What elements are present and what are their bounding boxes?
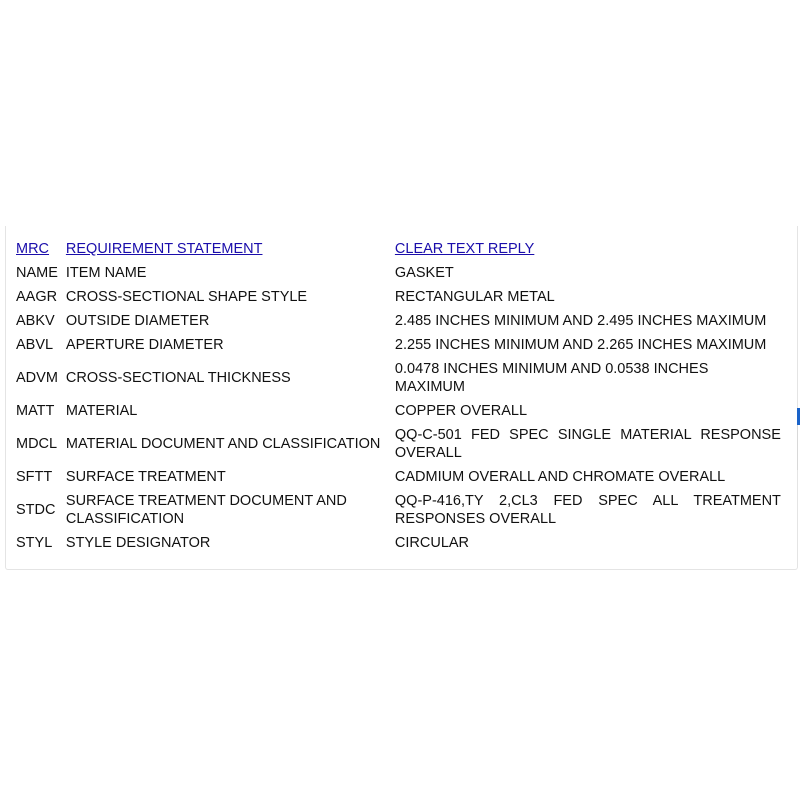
table-body [12, 261, 785, 555]
scroll-track [797, 425, 798, 470]
reply-cell: RECTANGULAR METAL [394, 289, 555, 305]
mrc-cell: AAGR [16, 289, 58, 305]
requirement-cell: ITEM NAME [65, 265, 147, 281]
reply-cell: COPPER OVERALL [394, 403, 528, 419]
table-row [12, 333, 785, 357]
reply-cell: 2.255 INCHES MINIMUM AND 2.265 INCHES MAXIMUM [394, 337, 767, 353]
table-row [12, 531, 785, 555]
sort-mrc-link[interactable]: MRC [16, 241, 50, 257]
requirement-cell: CROSS-SECTIONAL THICKNESS [65, 370, 291, 386]
mrc-cell: ABVL [16, 337, 54, 353]
table-row [12, 423, 785, 465]
reply-cell: CADMIUM OVERALL AND CHROMATE OVERALL [394, 469, 726, 485]
table-row [12, 489, 785, 531]
reply-cell: 2.485 INCHES MINIMUM AND 2.495 INCHES MAXIMUM [394, 313, 767, 329]
header-reply [391, 237, 785, 261]
requirement-cell: MATERIAL DOCUMENT AND CLASSIFICATION [65, 436, 381, 452]
mrc-cell: ABKV [16, 313, 55, 329]
requirement-cell: STYLE DESIGNATOR [65, 535, 211, 551]
sort-requirement-link[interactable]: REQUIREMENT STATEMENT [65, 241, 263, 257]
requirement-cell: MATERIAL [65, 403, 138, 419]
requirement-cell: CROSS-SECTIONAL SHAPE STYLE [65, 289, 308, 305]
mrc-cell: MATT [16, 403, 55, 419]
characteristics-table [12, 237, 785, 555]
table-row [12, 399, 785, 423]
header-requirement [62, 237, 391, 261]
requirement-cell: OUTSIDE DIAMETER [65, 313, 210, 329]
mrc-cell: MDCL [16, 436, 58, 452]
reply-cell: GASKET [394, 265, 454, 281]
table-row [12, 309, 785, 333]
reply-cell: 0.0478 INCHES MINIMUM AND 0.0538 INCHES MAXIMUM [394, 361, 709, 395]
mrc-cell: NAME [16, 265, 58, 281]
sort-reply-link[interactable]: CLEAR TEXT REPLY [394, 241, 535, 257]
reply-cell: QQ-P-416,TY 2,CL3 FED SPEC ALL TREATMENT RESPONSES OVERALL [394, 493, 781, 527]
table-header [12, 237, 785, 261]
mrc-cell: SFTT [16, 469, 53, 485]
requirement-cell: SURFACE TREATMENT [65, 469, 226, 485]
table-row [12, 357, 785, 399]
table-row [12, 285, 785, 309]
reply-cell: QQ-C-501 FED SPEC SINGLE MATERIAL RESPONSE OVERALL [394, 427, 781, 461]
header-row [12, 237, 785, 261]
header-mrc [12, 237, 62, 261]
mrc-cell: STDC [16, 502, 56, 518]
requirement-cell: APERTURE DIAMETER [65, 337, 224, 353]
table-row [12, 261, 785, 285]
table-row [12, 465, 785, 489]
reply-cell: CIRCULAR [394, 535, 470, 551]
mrc-cell: ADVM [16, 370, 58, 386]
requirement-cell: SURFACE TREATMENT DOCUMENT AND CLASSIFICATION [65, 493, 347, 527]
mrc-cell: STYL [16, 535, 53, 551]
